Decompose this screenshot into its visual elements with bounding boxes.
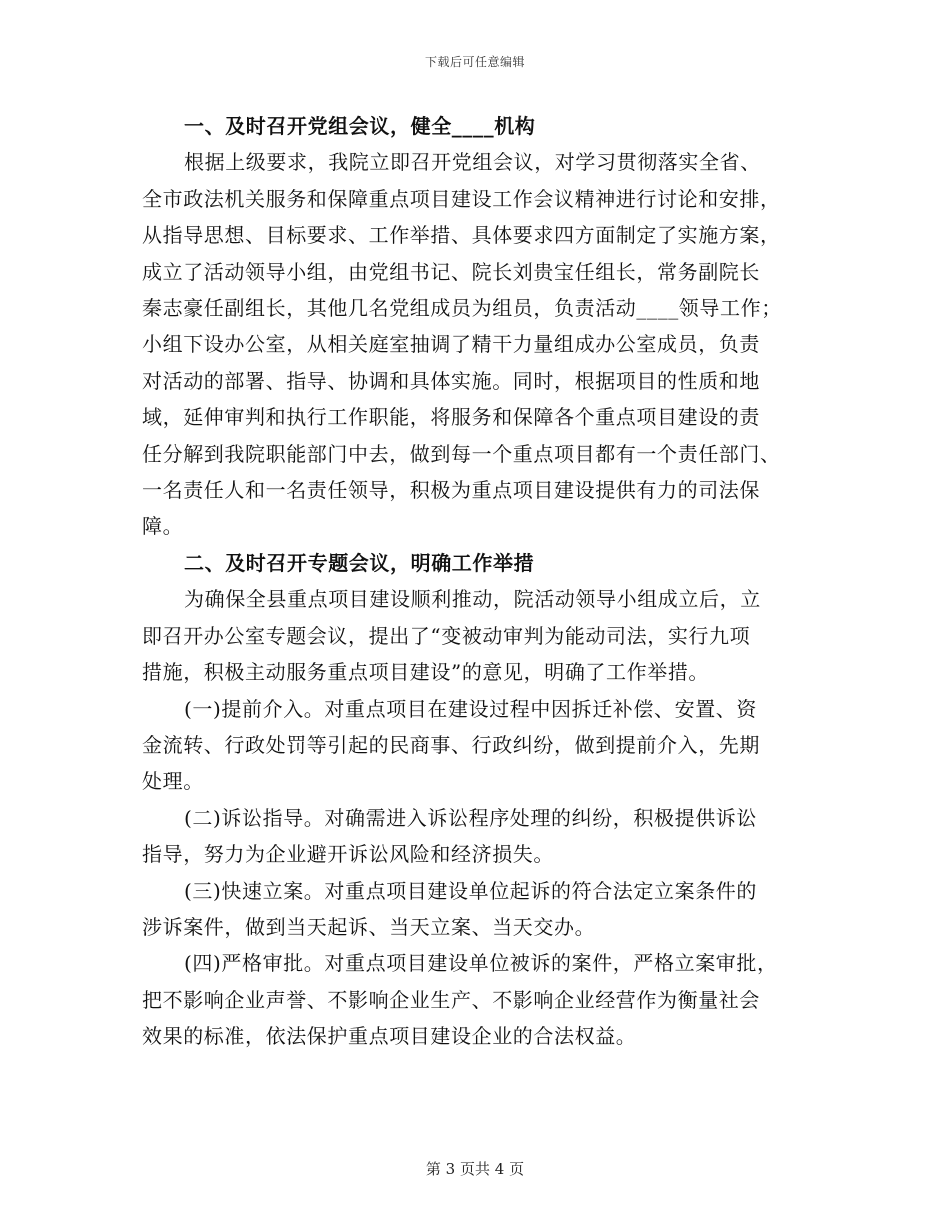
text-line: 指导，努力为企业避开诉讼风险和经济损失。 [142, 842, 554, 867]
text-line: 成立了活动领导小组，由党组书记、院长刘贵宝任组长，常务副院长 [142, 259, 760, 284]
page-header: 下载后可任意编辑 [424, 55, 525, 69]
text-line: 把不影响企业声誉、不影响企业生产、不影响企业经营作为衡量社会 [142, 987, 760, 1012]
text-line: (四)严格审批。对重点项目建设单位被诉的案件，严格立案审批， [184, 951, 778, 976]
section-2-intro [142, 581, 808, 690]
text-line: 即召开办公室专题会议，提出了“变被动审判为能动司法，实行九项 [142, 623, 751, 648]
text-line: 措施，积极主动服务重点项目建设”的意见，明确了工作举措。 [142, 660, 710, 685]
measure-item-1 [142, 691, 808, 800]
text-line: 小组下设办公室，从相关庭室抽调了精干力量组成办公室成员，负责 [142, 332, 760, 357]
text-line: 为确保全县重点项目建设顺利推动，院活动领导小组成立后，立 [184, 587, 761, 612]
text-line: (一)提前介入。对重点项目在建设过程中因拆迁补偿、安置、资 [184, 696, 758, 721]
measure-item-2 [142, 800, 808, 873]
text-line: 障。 [142, 514, 184, 539]
text-line: 金流转、行政处罚等引起的民商事、行政纠纷，做到提前介入，先期 [142, 732, 760, 757]
text-line: 涉诉案件，做到当天起诉、当天立案、当天交办。 [142, 914, 596, 939]
text-line: (二)诉讼指导。对确需进入诉讼程序处理的纠纷，积极提供诉讼 [184, 805, 758, 830]
text-line: 任分解到我院职能部门中去，做到每一个重点项目都有一个责任部门、 [142, 441, 781, 466]
section-1-heading: 一、及时召开党组会议，健全____机构 [184, 114, 536, 138]
text-line: 一名责任人和一名责任领导，积极为重点项目建设提供有力的司法保 [142, 478, 760, 503]
text-line: 秦志豪任副组长，其他几名党组成员为组员，负责活动____领导工作； [142, 296, 782, 321]
text-line: 处理。 [142, 769, 204, 794]
document-body [142, 108, 808, 1055]
text-line: 效果的标准，依法保护重点项目建设企业的合法权益。 [142, 1024, 637, 1049]
section-1-paragraph [142, 144, 808, 544]
text-line: (三)快速立案。对重点项目建设单位起诉的符合法定立案条件的 [184, 878, 758, 903]
text-line: 全市政法机关服务和保障重点项目建设工作会议精神进行讨论和安排， [142, 186, 781, 211]
measure-item-3 [142, 873, 808, 946]
text-line: 域，延伸审判和执行工作职能，将服务和保障各个重点项目建设的责 [142, 405, 760, 430]
text-line: 从指导思想、目标要求、工作举措、具体要求四方面制定了实施方案， [142, 223, 781, 248]
section-2-heading: 二、及时召开专题会议，明确工作举措 [184, 550, 535, 575]
page-footer: 第 3 页共 4 页 [425, 1160, 525, 1178]
text-line: 对活动的部署、指导、协调和具体实施。同时，根据项目的性质和地 [142, 368, 760, 393]
text-line: 根据上级要求，我院立即召开党组会议，对学习贯彻落实全省、 [184, 150, 761, 175]
measure-item-4 [142, 945, 808, 1054]
